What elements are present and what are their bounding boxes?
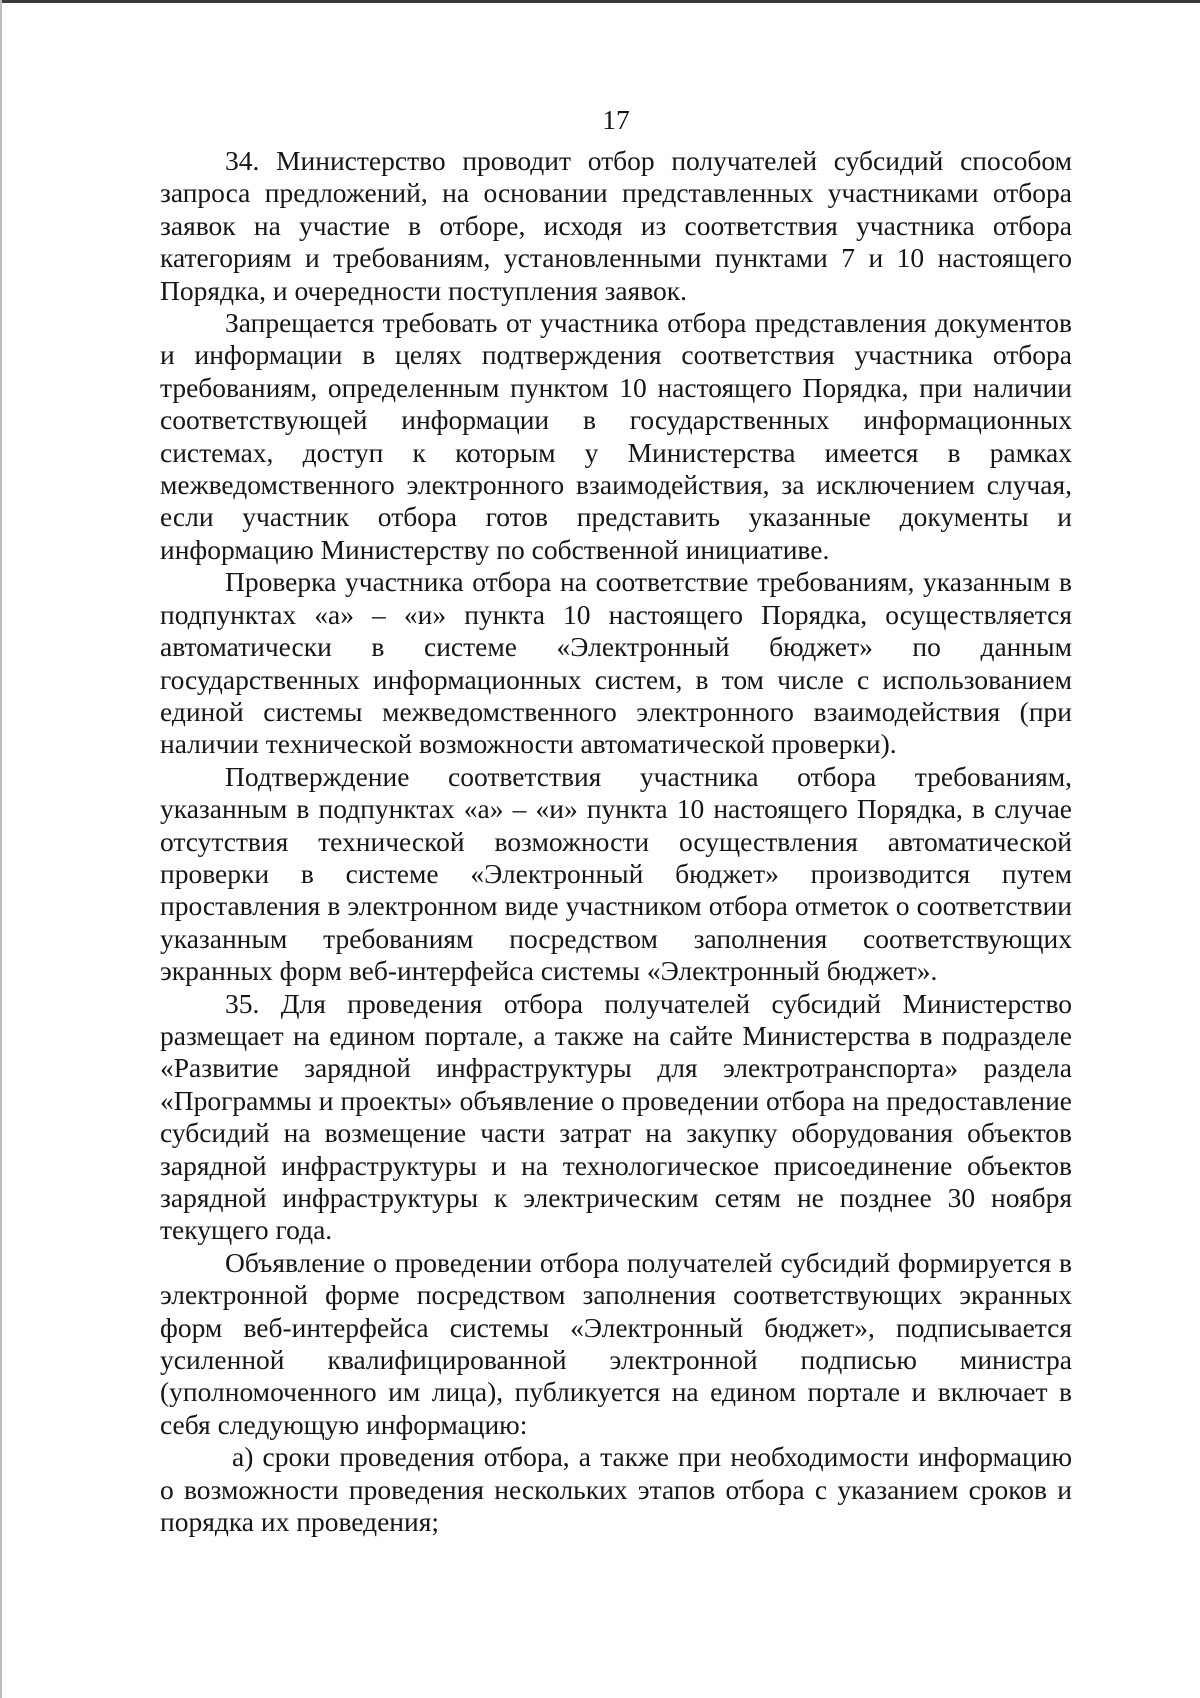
scan-top-edge (0, 0, 1200, 3)
paragraph-confirmation: Подтверждение соответствия участника отбора требованиям, указанным в подпунктах «а» – «и» пункта 10 настоящего Порядка, в случае отсутствия технической возможности осуществления автоматической проверки в системе «Электронный бюджет» производится путем проставления в электронном виде участником отбора отметок о соответствии указанным требованиям посредством заполнения соответствующих экранных форм веб-интерфейса системы «Электронный бюджет». (160, 760, 1072, 987)
document-page (160, 95, 1072, 1538)
paragraph-prohibition: Запрещается требовать от участника отбора представления документов и информации в целях подтверждения соответствия участника отбора требованиям, определенным пунктом 10 настоящего Порядка, при наличии соответствующей информации в государственных информационных системах, доступ к которым у Министерства имеется в рамках межведомственного электронного взаимодействия, за исключением случая, если участник отбора готов представить указанные документы и информацию Министерству по собственной инициативе. (160, 307, 1072, 565)
page-number: 17 (602, 104, 630, 135)
list-item-a: а) сроки проведения отбора, а также при необходимости информацию о возможности проведения нескольких этапов отбора с указанием сроков и порядка их проведения; (160, 1441, 1072, 1538)
paragraph-34: 34. Министерство проводит отбор получателей субсидий способом запроса предложений, на основании представленных участниками отбора заявок на участие в отборе, исходя из соответствия участника отбора категориям и требованиям, установленными пунктами 7 и 10 настоящего Порядка, и очередности поступления заявок. (160, 145, 1072, 306)
paragraph-35: 35. Для проведения отбора получателей субсидий Министерство размещает на едином портале, а также на сайте Министерства в подразделе «Развитие зарядной инфраструктуры для электротранспорта» раздела «Программы и проекты» объявление о проведении отбора на предоставление субсидий на возмещение части затрат на закупку оборудования объектов зарядной инфраструктуры и на технологическое присоединение объектов зарядной инфраструктуры к электрическим сетям не позднее 30 ноября текущего года. (160, 987, 1072, 1246)
paragraph-automatic-check: Проверка участника отбора на соответствие требованиям, указанным в подпунктах «а» – «и» пункта 10 настоящего Порядка, осуществляется автоматически в системе «Электронный бюджет» по данным государственных информационных систем, в том числе с использованием единой системы межведомственного электронного взаимодействия (при наличии технической возможности автоматической проверки). (160, 566, 1072, 760)
scan-left-edge (0, 0, 2, 1698)
paragraph-announcement: Объявление о проведении отбора получателей субсидий формируется в электронной форме посредством заполнения соответствующих экранных форм веб-интерфейса системы «Электронный бюджет», подписывается усиленной квалифицированной электронной подписью министра (уполномоченного им лица), публикуется на едином портале и включает в себя следующую информацию: (160, 1246, 1072, 1440)
